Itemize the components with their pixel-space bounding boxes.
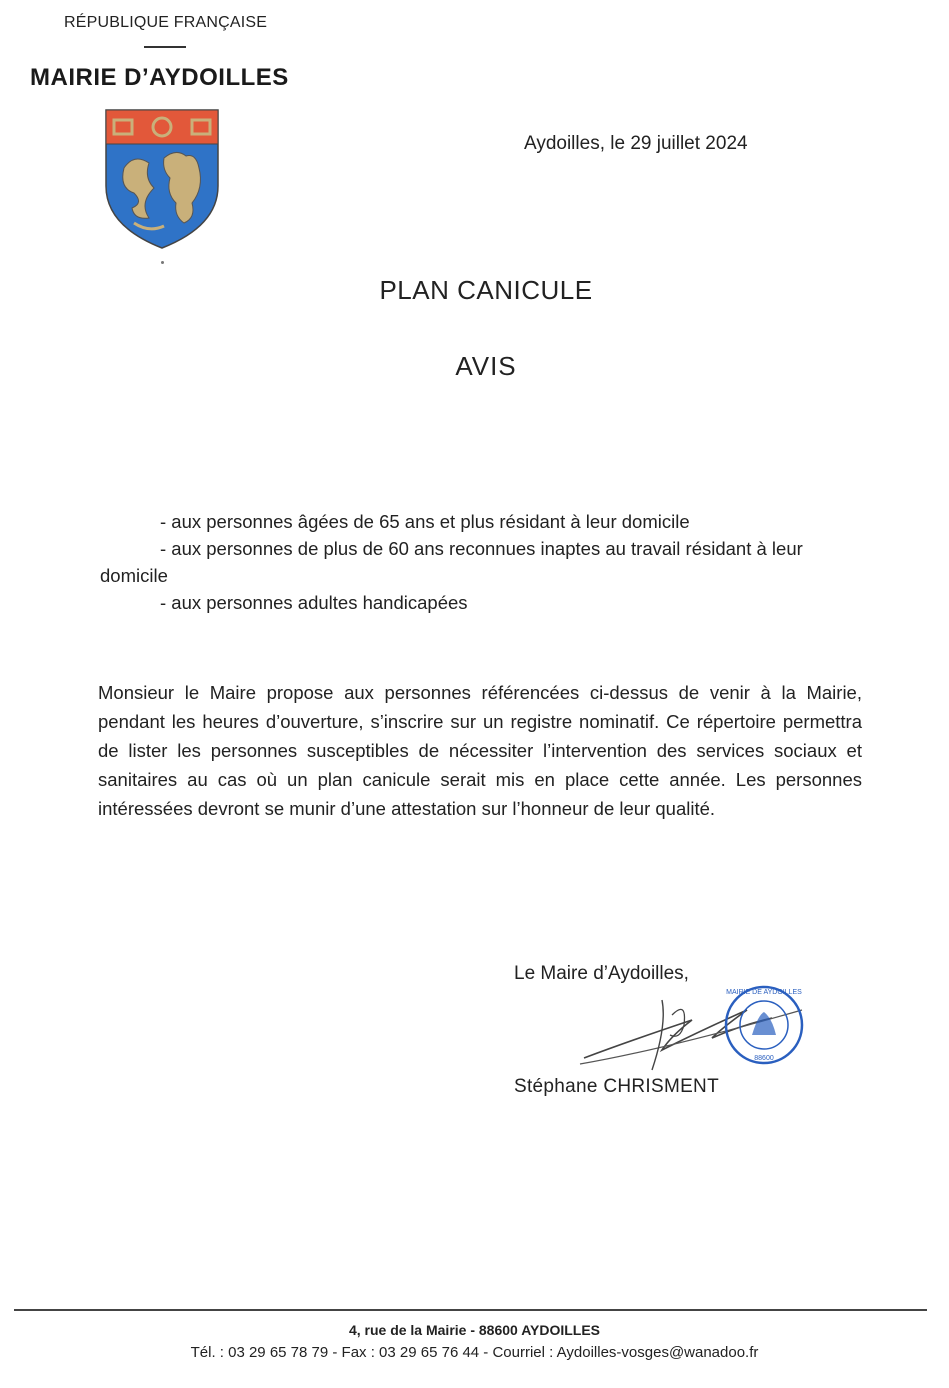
list-item: - aux personnes de plus de 60 ans reconnues inaptes au travail résidant à leur domicile bbox=[100, 538, 803, 586]
list-item: - aux personnes adultes handicapées bbox=[160, 592, 468, 613]
audience-list bbox=[100, 508, 850, 616]
document-subtitle: AVIS bbox=[455, 351, 517, 381]
svg-text:88600: 88600 bbox=[754, 1055, 774, 1062]
republic-heading: RÉPUBLIQUE FRANÇAISE bbox=[64, 14, 268, 31]
document-title: PLAN CANICULE bbox=[379, 275, 593, 305]
decorative-dot bbox=[161, 261, 164, 264]
heading-divider bbox=[144, 46, 186, 48]
date-line: Aydoilles, le 29 juillet 2024 bbox=[524, 133, 748, 154]
official-stamp-icon bbox=[726, 987, 802, 1063]
list-item: - aux personnes âgées de 65 ans et plus résidant à leur domicile bbox=[160, 511, 690, 532]
footer-address: 4, rue de la Mairie - 88600 AYDOILLES bbox=[348, 1322, 601, 1338]
body-paragraph: Monsieur le Maire propose aux personnes référencées ci-dessus de venir à la Mairie, pendant les heures d’ouverture, s’inscrire sur un registre nominatif. Ce répertoire permettra de lister les personnes susceptibles de nécessiter l’intervention des services sociaux et sanitaires au cas où un plan canicule serait mis en place cette année. Les personnes intéressées devront se munir d’une attestation sur l’honneur de leur qualité. bbox=[98, 682, 862, 819]
signatory-name: Stéphane CHRISMENT bbox=[514, 1076, 719, 1097]
coat-of-arms-icon bbox=[104, 108, 220, 250]
signatory-title: Le Maire d’Aydoilles, bbox=[514, 963, 689, 984]
svg-text:MAIRIE DE AYDOILLES: MAIRIE DE AYDOILLES bbox=[726, 989, 802, 996]
signature-block bbox=[572, 980, 812, 1080]
footer-contact: Tél. : 03 29 65 78 79 - Fax : 03 29 65 76 44 - Courriel : Aydoilles-vosges@wanadoo.fr bbox=[190, 1344, 759, 1361]
footer-divider bbox=[14, 1309, 927, 1311]
mairie-name: MAIRIE D’AYDOILLES bbox=[30, 64, 289, 91]
